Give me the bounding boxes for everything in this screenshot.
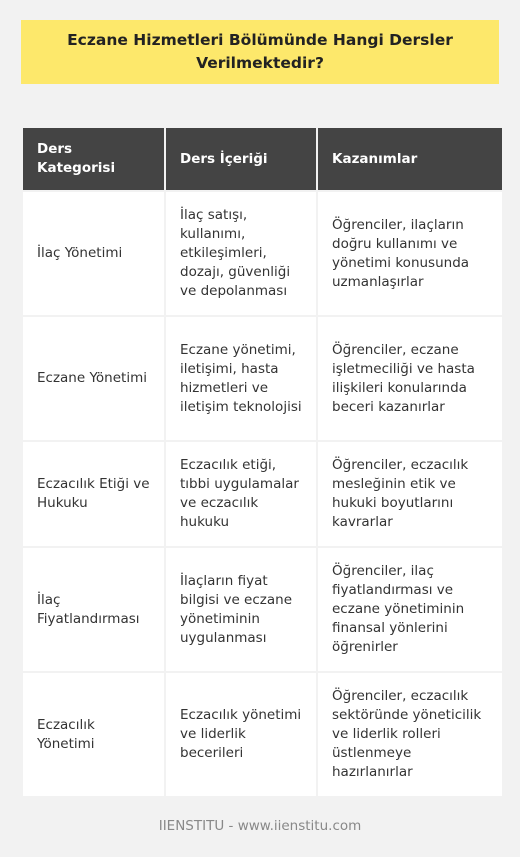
table-row <box>23 442 502 546</box>
table-row <box>23 673 502 796</box>
cell-category: İlaç Yönetimi <box>23 192 164 315</box>
cell-content: Eczacılık yönetimi ve liderlik becerileri <box>166 673 316 796</box>
cell-category: İlaç Fiyatlandırması <box>23 548 164 671</box>
cell-outcome: Öğrenciler, ilaç fiyatlandırması ve eczane yönetiminin finansal yönlerini öğrenirler <box>318 548 502 671</box>
cell-category: Eczane Yönetimi <box>23 317 164 440</box>
cell-category: Eczacılık Yönetimi <box>23 673 164 796</box>
cell-outcome: Öğrenciler, ilaçların doğru kullanımı ve yönetimi konusunda uzmanlaşırlar <box>318 192 502 315</box>
cell-outcome: Öğrenciler, eczane işletmeciliği ve hasta ilişkileri konularında beceri kazanırlar <box>318 317 502 440</box>
cell-content: İlaçların fiyat bilgisi ve eczane yönetiminin uygulanması <box>166 548 316 671</box>
header-category: Ders Kategorisi <box>23 128 164 190</box>
footer-credit: IIENSTITU - www.iienstitu.com <box>158 818 362 834</box>
table-row <box>23 192 502 315</box>
cell-category: Eczacılık Etiği ve Hukuku <box>23 442 164 546</box>
cell-content: İlaç satışı, kullanımı, etkileşimleri, dozajı, güvenliği ve depolanması <box>166 192 316 315</box>
courses-table <box>21 126 504 798</box>
cell-outcome: Öğrenciler, eczacılık mesleğinin etik ve hukuki boyutlarını kavrarlar <box>318 442 502 546</box>
title-banner <box>21 20 499 84</box>
cell-content: Eczacılık etiği, tıbbi uygulamalar ve eczacılık hukuku <box>166 442 316 546</box>
header-outcomes: Kazanımlar <box>318 128 502 190</box>
table-row <box>23 548 502 671</box>
table-row <box>23 317 502 440</box>
table-header-row <box>23 128 502 190</box>
header-content: Ders İçeriği <box>166 128 316 190</box>
page-title: Eczane Hizmetleri Bölümünde Hangi Dersler Verilmektedir? <box>67 31 453 72</box>
cell-content: Eczane yönetimi, iletişimi, hasta hizmetleri ve iletişim teknolojisi <box>166 317 316 440</box>
cell-outcome: Öğrenciler, eczacılık sektöründe yöneticilik ve liderlik rolleri üstlenmeye hazırlanırlar <box>318 673 502 796</box>
